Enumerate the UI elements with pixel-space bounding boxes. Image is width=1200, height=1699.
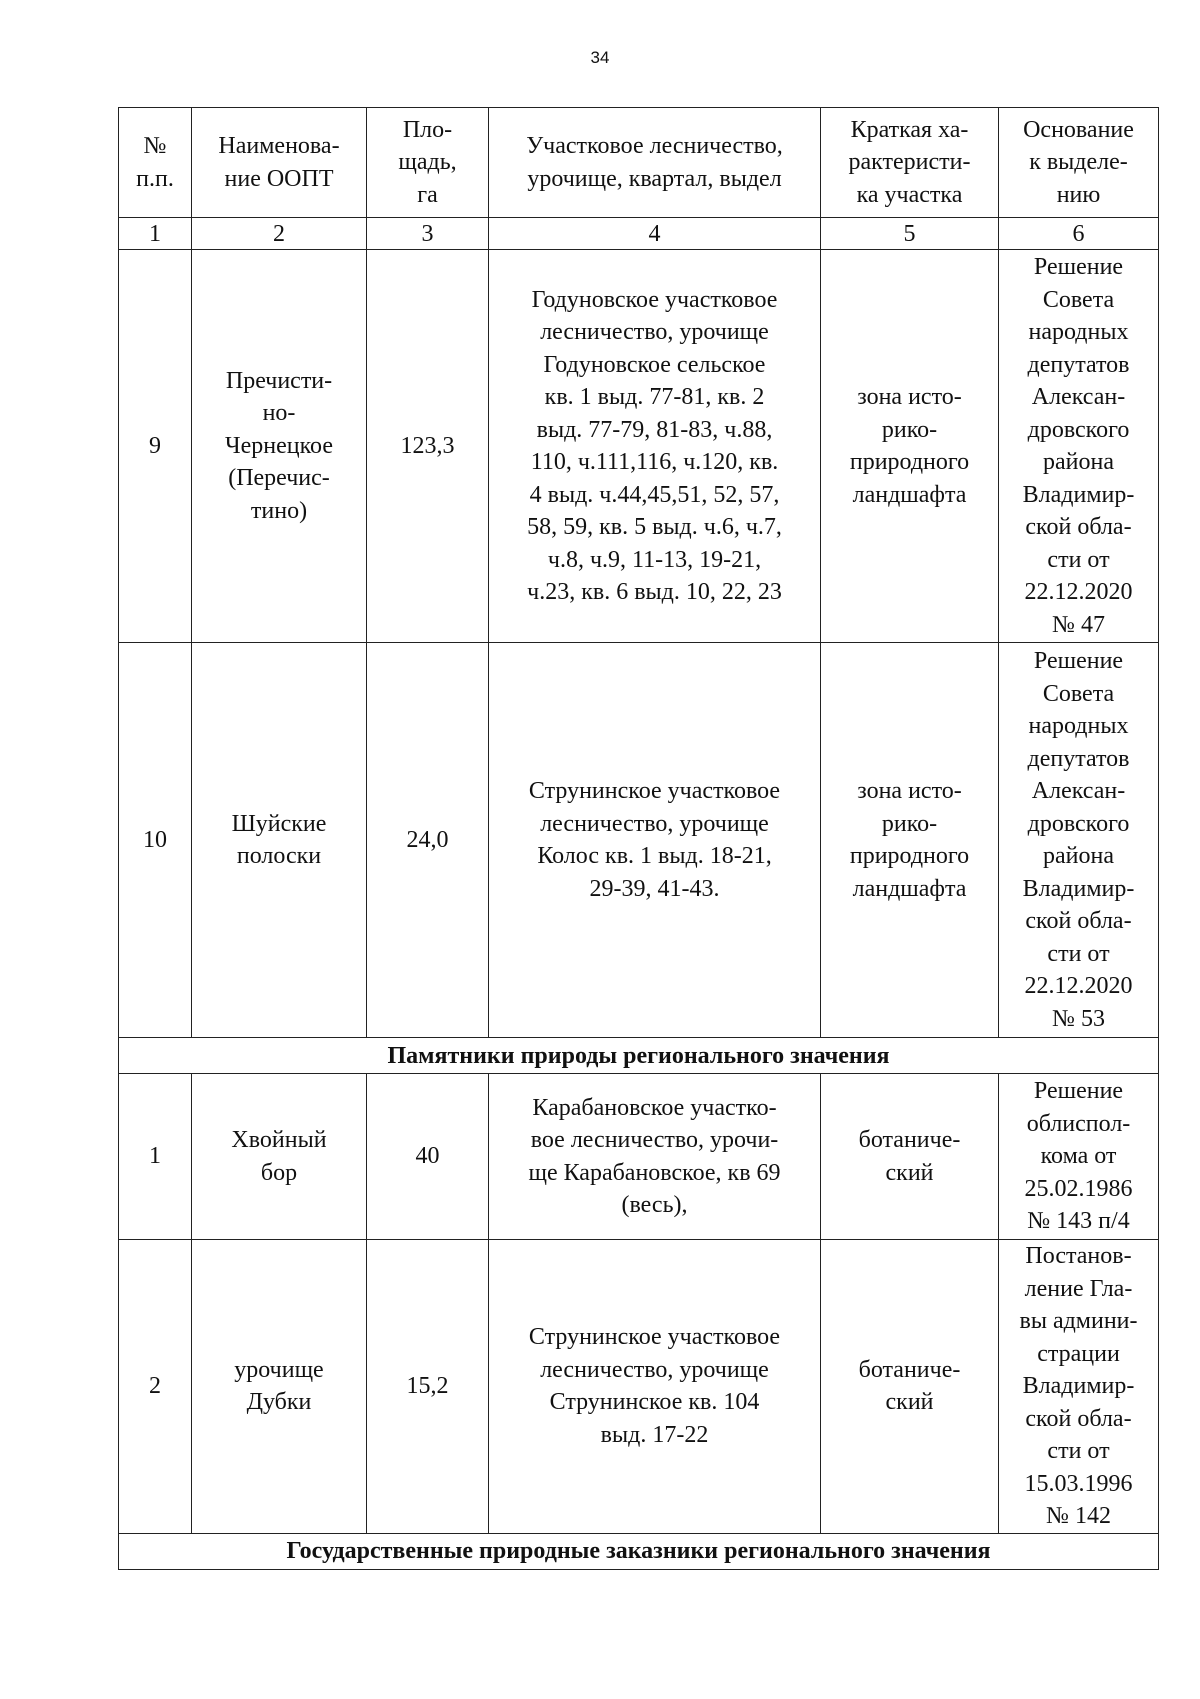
row-basis: Решение Совета народных депутатов Алексан- дровского района Владимир- ской обла- сти от 22.12.2020 № 53 — [999, 643, 1159, 1038]
row-location: Струнинское участковое лесничество, урочище Струнинское кв. 104 выд. 17-22 — [489, 1240, 821, 1534]
row-number: 1 — [119, 1074, 192, 1240]
section-heading-reserves: Государственные природные заказники регионального значения — [119, 1533, 1159, 1569]
page-number: 34 — [590, 48, 610, 67]
table-row — [119, 643, 1159, 1038]
row-basis: Постанов- ление Гла- вы админи- страции Владимир- ской обла- сти от 15.03.1996 № 142 — [999, 1240, 1159, 1534]
row-area: 15,2 — [367, 1240, 489, 1534]
row-name: Пречисти- но- Чернецкое (Перечис- тино) — [192, 250, 367, 643]
row-number: 2 — [119, 1240, 192, 1534]
row-name: Шуйские полоски — [192, 643, 367, 1038]
row-location: Годуновское участковое лесничество, урочище Годуновское сельское кв. 1 выд. 77-81, кв. 2 выд. 77-79, 81-83, ч.88, 110, ч.111,116, ч.120, кв. 4 выд. ч.44,45,51, 52, 57, 58, 59, кв. 5 выд. ч.6, ч.7, ч.8, ч.9, 11-13, 19-21, ч.23, кв. 6 выд. 10, 22, 23 — [489, 250, 821, 643]
header-number: № п.п. — [119, 108, 192, 218]
section-heading-row — [119, 1533, 1159, 1569]
section-heading-row — [119, 1038, 1159, 1074]
table-row — [119, 1074, 1159, 1240]
row-number: 10 — [119, 643, 192, 1038]
column-number: 5 — [821, 218, 999, 250]
column-number: 3 — [367, 218, 489, 250]
header-location: Участковое лесничество, урочище, квартал, выдел — [489, 108, 821, 218]
column-number: 2 — [192, 218, 367, 250]
table-row — [119, 1240, 1159, 1534]
table-row — [119, 250, 1159, 643]
row-characteristic: зона исто- рико- природного ландшафта — [821, 643, 999, 1038]
row-characteristic: зона исто- рико- природного ландшафта — [821, 250, 999, 643]
row-basis: Решение Совета народных депутатов Алексан- дровского района Владимир- ской обла- сти от 22.12.2020 № 47 — [999, 250, 1159, 643]
column-number: 6 — [999, 218, 1159, 250]
row-location: Струнинское участковое лесничество, урочище Колос кв. 1 выд. 18-21, 29-39, 41-43. — [489, 643, 821, 1038]
header-area: Пло- щадь, га — [367, 108, 489, 218]
row-name: Хвойный бор — [192, 1074, 367, 1240]
column-number: 1 — [119, 218, 192, 250]
row-area: 24,0 — [367, 643, 489, 1038]
column-number: 4 — [489, 218, 821, 250]
row-number: 9 — [119, 250, 192, 643]
row-basis: Решение облиспол- кома от 25.02.1986 № 143 п/4 — [999, 1074, 1159, 1240]
row-location: Карабановское участко- вое лесничество, урочи- ще Карабановское, кв 69 (весь), — [489, 1074, 821, 1240]
header-name: Наименова- ние ООПТ — [192, 108, 367, 218]
row-area: 40 — [367, 1074, 489, 1240]
oopt-table — [118, 107, 1159, 1570]
row-area: 123,3 — [367, 250, 489, 643]
row-characteristic: ботаниче- ский — [821, 1240, 999, 1534]
section-heading-monuments: Памятники природы регионального значения — [119, 1038, 1159, 1074]
row-characteristic: ботаниче- ский — [821, 1074, 999, 1240]
header-characteristic: Краткая ха- рактеристи- ка участка — [821, 108, 999, 218]
table-header-row — [119, 108, 1159, 218]
header-basis: Основание к выделе- нию — [999, 108, 1159, 218]
column-numbers-row — [119, 218, 1159, 250]
row-name: урочище Дубки — [192, 1240, 367, 1534]
